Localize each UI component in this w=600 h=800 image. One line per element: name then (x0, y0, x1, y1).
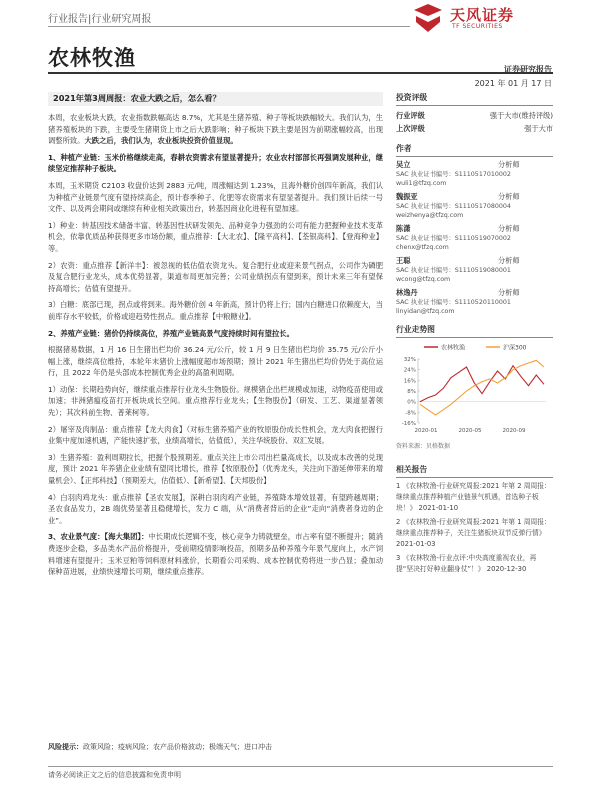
company-logo (410, 2, 560, 36)
section-2-item: 2）屠宰及肉制品：重点推荐【龙大肉食】（对标生猪养殖产业的牧原股份成长性机会，龙大肉食把握行业集中度加速机遇，产能快速扩张，业绩高增长，估值低），关注华统股份、双汇发展。 (48, 424, 383, 446)
industry-rating-value: 强于大市(维持评级) (489, 111, 553, 120)
section-1-paragraph: 本周，玉米期货 C2103 收盘价达到 2883 元/吨，周涨幅达到 1.23%，且海外糖价创四年新高，我们认为种植产业链景气度有望持续高企，预计春季种子、化肥等农资需求有望显著提升。我们预计后续一号文件、以及两会期间或继续有种业相关政策出台，转基因商业化进程有望加速。 (48, 180, 383, 214)
intro-bold: 大跌之后，我们认为，农业板块投资价值显现。 (84, 136, 238, 146)
industry-rating-row (396, 109, 553, 122)
section-1-item: 1）种业：转基因技术储备丰富、转基因性状研发领先、品种竞争力强劲的公司有能力把握种业技术变革机会，依靠优质品种获得更多市场份额，重点推荐：【大北农】、【隆平高科】、【荃银高科】、【登海种业】等。 (48, 220, 383, 253)
intro-paragraph: 本周，农业板块大跌，农业指数跌幅高达 8.7%，尤其是生猪养殖、种子等板块跌幅较大。我们认为，生猪养殖板块的下跌，主要受生猪期货上市之后大跌影响；种子板块下跌主要是因为前期涨幅较高，出现调整所致。大跌之后，我们认为，农业板块投资价值显现。 (48, 113, 383, 146)
section-2-heading: 2、养殖产业链：猪价仍持续高位，养殖产业链高景气度持续时间有望拉长。 (48, 328, 294, 338)
trend-chart (396, 341, 553, 441)
legend-label: 沪深300 (503, 344, 527, 352)
author-cert: SAC 执业证书编号：S1110519070002 (396, 235, 511, 242)
section-2-item: 4）白羽肉鸡龙头：重点推荐【圣农发展】，深耕白羽肉鸡产业链，养殖降本增效显著，有望跨越周期；圣农食品发力，2B 端优势显著且稳健增长，发力 C 端，从“消费者背后的企业”走向“消费者身边的企业”。 (48, 492, 383, 525)
prev-rating-label: 上次评级 (396, 124, 425, 133)
y-tick-label: 8% (407, 389, 416, 395)
rating-heading: 投资评级 (396, 92, 553, 106)
author-name: 吴立 (396, 160, 411, 169)
x-tick-label: 2020-05 (458, 428, 482, 434)
y-tick-label: -8% (405, 410, 416, 417)
y-tick-label: 32% (403, 357, 416, 363)
author-email[interactable]: linyidan@tfzq.com (396, 308, 455, 315)
prev-rating-value: 强于大市 (524, 124, 553, 133)
x-tick-label: 2020-01 (414, 428, 438, 434)
industry-rating-label: 行业评级 (396, 111, 425, 120)
report-type: 证券研究报告 (504, 65, 552, 74)
author-list (396, 160, 553, 316)
author-name: 魏振亚 (396, 192, 418, 201)
author-role: 分析师 (498, 256, 520, 265)
x-tick-label: 2020-09 (502, 428, 526, 434)
risk-text: 政策风险；疫病风险；农产品价格波动；极端天气；进口冲击 (83, 743, 272, 751)
report-category: 行业报告|行业研究周报 (48, 14, 152, 25)
chart-source: 资料来源：贝格数据 (396, 443, 451, 450)
author-email[interactable]: wuli1@tfzq.com (396, 180, 447, 187)
series-line (420, 360, 544, 415)
section-2-paragraph: 根据猪易数据，1 月 16 日生猪出栏均价 36.24 元/公斤，较 1 月 9 日生猪出栏均价 35.75 元/公斤小幅上涨，继续高位维持，本轮年末猪价上涨幅度超市场预期；预计 2021 年生猪出栏均价仍处于高位运行，且 2022 年仍是头部成本控制优秀企业的高盈利周期。 (48, 345, 383, 378)
author-email[interactable]: weizhenya@tfzq.com (396, 212, 464, 219)
author-name: 陈潇 (396, 224, 411, 233)
authors-heading: 作者 (396, 143, 553, 157)
related-report-link[interactable]: 3 《农林牧渔-行业点评:中央高度重视农业，再提“坚决打好种业翻身仗”！》 2020-12-30 (396, 554, 537, 573)
author-card (396, 160, 553, 188)
author-role: 分析师 (498, 160, 520, 169)
section-1-item: 2）农资：重点推荐【新洋丰】：被忽视的低估值农资龙头。复合肥行业或迎来景气拐点，公司作为磷肥及复合肥行业龙头，成本优势显著，渠道布局更加完善；公司业绩拐点有望到来，预计未来三年有望保持高增长；估值有望提升。 (48, 260, 383, 293)
section-3-heading: 3、农业景气度：【海大集团】： (48, 532, 149, 542)
related-heading: 相关报告 (396, 464, 553, 478)
section-1-item: 3）白糖：底部已现，拐点或将到来。海外糖价创 4 年新高，预计仍将上行；国内白糖进口依赖度大，当前库存水平较低，价格或迎趋势性拐点。重点推荐【中粮糖业】。 (48, 300, 383, 321)
related-reports (396, 481, 553, 575)
report-subtitle: 2021年第3周周报：农业大跌之后，怎么看？ (53, 93, 221, 103)
author-cert: SAC 执业证书编号：S1110517010002 (396, 171, 511, 178)
y-tick-label: 0% (407, 399, 416, 406)
footer-disclaimer: 请务必阅读正文之后的信息披露和免责申明 (48, 771, 181, 779)
logo-text-en: TF SECURITIES (452, 23, 503, 30)
report-date: 2021 年 01 月 17 日 (474, 79, 552, 88)
author-cert: SAC 执业证书编号：S1110520110001 (396, 299, 511, 306)
y-tick-label: 24% (403, 367, 416, 374)
logo-text-cn: 天风证券 (450, 6, 515, 24)
prev-rating-row (396, 122, 553, 135)
author-role: 分析师 (498, 192, 520, 201)
main-body (48, 112, 383, 583)
author-card (396, 192, 553, 220)
footer-rule (48, 766, 553, 767)
title-rule (48, 72, 553, 74)
y-tick-label: -16% (401, 421, 416, 427)
related-report-link[interactable]: 2 《农林牧渔-行业研究周报:2021 年第 1 周周报：继续重点推荐种子，关注生猪板块双节反弹行情》 2021-01-03 (396, 518, 551, 548)
page-title: 农林牧渔 (48, 46, 136, 70)
author-name: 林逸丹 (396, 288, 418, 297)
logo-mark-icon (410, 2, 446, 34)
risk-label: 风险提示： (48, 743, 83, 751)
legend-label: 农林牧渔 (441, 344, 466, 352)
author-card (396, 224, 553, 252)
related-report-link[interactable]: 1 《农林牧渔-行业研究周报:2021 年第 2 周周报：继续重点推荐种植产业链景气机遇，首选种子板块！》 2021-01-10 (396, 482, 551, 512)
section-2-item: 3）生猪养殖：盈利周期拉长，把握个股预期差。重点关注上市公司出栏量高成长，以及成本改善的兑现度，预计 2021 年养猪企业业绩有望同比增长，推荐【牧原股份】（优秀龙头，关注向下游延伸带来的增量机会）、【正邦科技】（预期差大，估值低）、【新希望】、【天邦股份】 (48, 452, 383, 486)
author-role: 分析师 (498, 224, 520, 233)
author-cert: SAC 执业证书编号：S1110517080004 (396, 203, 511, 210)
trend-chart-svg (396, 341, 553, 441)
author-role: 分析师 (498, 288, 520, 297)
sidebar (396, 92, 553, 578)
risk-notice (48, 742, 553, 752)
author-cert: SAC 执业证书编号：S1110519080001 (396, 267, 511, 274)
section-3-paragraph: 3、农业景气度：【海大集团】：中长期成长逻辑不变，核心竞争力铸就壁垒，市占率有望不断提升；随消费逐步企稳，多品类水产品价格提升，受前期疫情影响投苗，预期多品种养殖今年景气度向上，水产饲料增速有望提升；玉米豆粕等饲料原材料涨价，长期看公司采购、成本控制优势将进一步凸显；叠加动保种苗进展，业绩快速增长可期，继续重点推荐。 (48, 532, 384, 577)
chart-heading: 行业走势图 (396, 324, 553, 338)
header-rule (48, 26, 410, 27)
series-line (420, 366, 544, 402)
author-email[interactable]: wcong@tfzq.com (396, 276, 451, 283)
author-email[interactable]: chenx@tfzq.com (396, 244, 449, 251)
author-card (396, 256, 553, 284)
section-2-item: 1）动保：长期趋势向好，继续重点推荐行业龙头生物股份。规模猪企出栏规模或加速，动物疫苗使用或加速；非洲猪瘟疫苗打开板块成长空间。重点推荐行业龙头；【生物股份】（研发、工艺、渠道显著领先）；其次科前生物、普莱柯等。 (48, 384, 383, 418)
author-card (396, 288, 553, 316)
author-name: 王聪 (396, 256, 411, 265)
section-1-heading: 1、种植产业链：玉米价格继续走高，春耕农资需求有望显著提升；农业农村部部长再强调发展种业，继续坚定推荐种子板块。 (48, 152, 383, 174)
y-tick-label: 16% (403, 378, 416, 385)
